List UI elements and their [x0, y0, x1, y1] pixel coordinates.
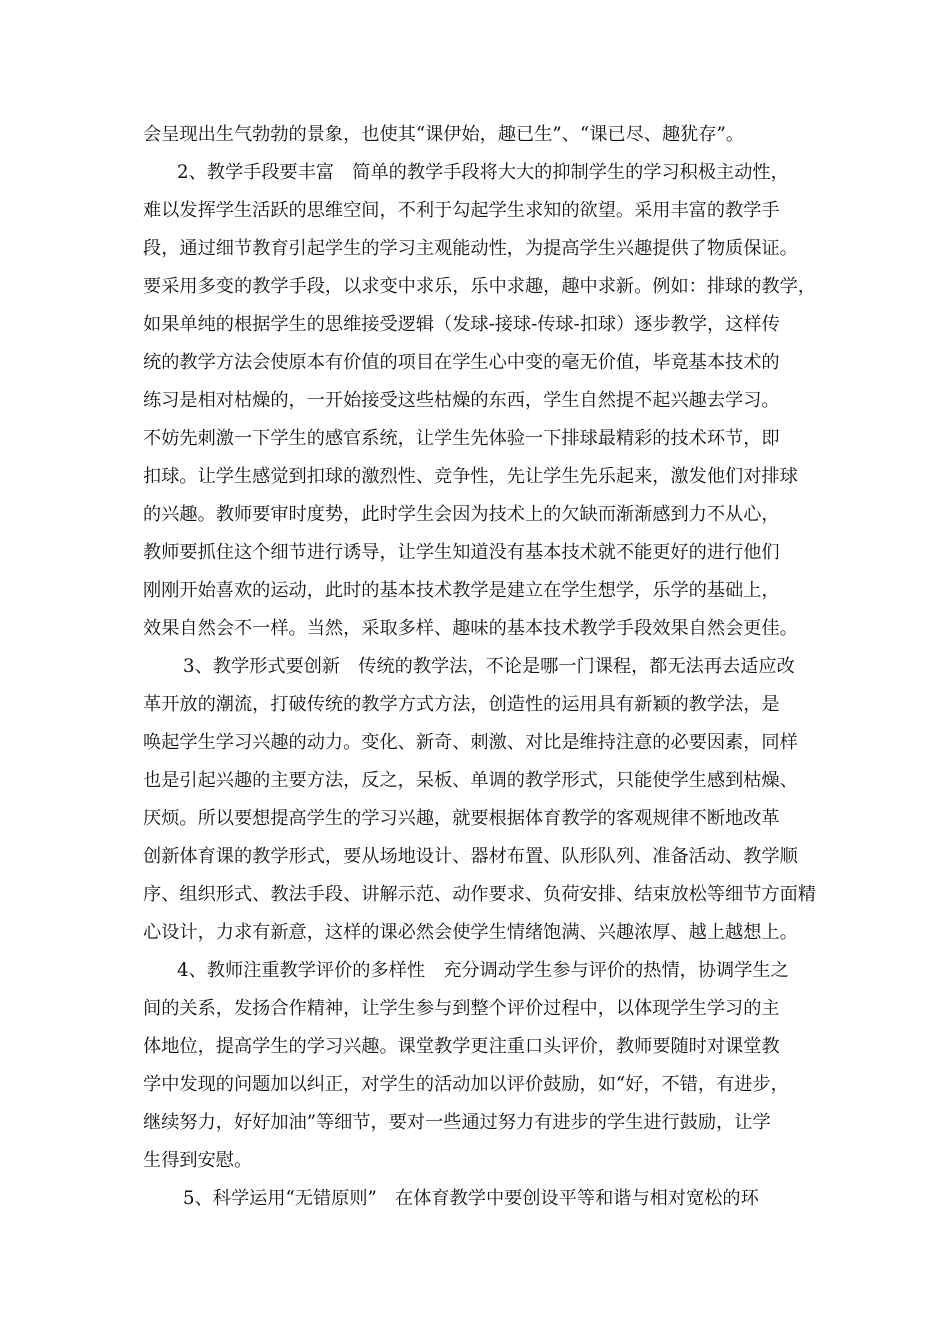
- text-line: 刚刚开始喜欢的运动，此时的基本技术教学是建立在学生想学，乐学的基础上，: [143, 580, 780, 601]
- text-line: 难以发挥学生活跃的思维空间，不利于勾起学生求知的欲望。采用丰富的教学手: [143, 200, 780, 221]
- text-line: 扣球。让学生感觉到扣球的激烈性、竞争性，先让学生先乐起来，激发他们对排球: [143, 466, 798, 487]
- text-line: 厌烦。所以要想提高学生的学习兴趣，就要根据体育教学的客观规律不断地改革: [143, 808, 780, 829]
- text-line: 练习是相对枯燥的，一开始接受这些枯燥的东西，学生自然提不起兴趣去学习。: [143, 390, 780, 411]
- text-line: 会呈现出生气勃勃的景象，也使其“课伊始，趣已生”、“课已尽、趣犹存”。: [143, 124, 745, 145]
- text-line: 继续努力，好好加油”等细节，要对一些通过努力有进步的学生进行鼓励，让学: [143, 1112, 771, 1133]
- paragraph-heading-line: 5、科学运用“无错原则” 在体育教学中要创设平等和谐与相对宽松的环: [183, 1188, 759, 1209]
- text-line: 创新体育课的教学形式，要从场地设计、器材布置、队形队列、准备活动、教学顺: [143, 846, 798, 867]
- text-line: 序、组织形式、教法手段、讲解示范、动作要求、负荷安排、结束放松等细节方面精: [143, 884, 816, 905]
- text-line: 心设计，力求有新意，这样的课必然会使学生情绪饱满、兴趣浓厚、越上越想上。: [143, 922, 798, 943]
- text-line: 效果自然会不一样。当然，采取多样、趣味的基本技术教学手段效果自然会更佳。: [143, 618, 798, 639]
- text-line: 统的教学方法会使原本有价值的项目在学生心中变的毫无价值，毕竟基本技术的: [143, 352, 780, 373]
- paragraph-heading-line: 2、教学手段要丰富 简单的教学手段将大大的抑制学生的学习积极主动性，: [177, 162, 789, 183]
- text-line: 体地位，提高学生的学习兴趣。课堂教学更注重口头评价，教师要随时对课堂教: [143, 1036, 780, 1057]
- text-line: 唤起学生学习兴趣的动力。变化、新奇、刺激、对比是维持注意的必要因素，同样: [143, 732, 798, 753]
- text-line: 要采用多变的教学手段，以求变中求乐，乐中求趣，趣中求新。例如：排球的教学，: [143, 276, 816, 297]
- text-line: 学中发现的问题加以纠正，对学生的活动加以评价鼓励，如“好，不错，有进步，: [143, 1074, 789, 1095]
- text-line: 革开放的潮流，打破传统的教学方式方法，创造性的运用具有新颖的教学法，是: [143, 694, 780, 715]
- paragraph-heading-line: 4、教师注重教学评价的多样性 充分调动学生参与评价的热情，协调学生之: [177, 960, 789, 981]
- text-line: 如果单纯的根据学生的思维接受逻辑（发球-接球-传球-扣球）逐步教学，这样传: [143, 314, 780, 335]
- text-line: 也是引起兴趣的主要方法，反之，呆板、单调的教学形式，只能使学生感到枯燥、: [143, 770, 798, 791]
- text-line: 的兴趣。教师要审时度势，此时学生会因为技术上的欠缺而渐渐感到力不从心，: [143, 504, 780, 525]
- paragraph-heading-line: 3、教学形式要创新 传统的教学法，不论是哪一门课程，都无法再去适应改: [183, 656, 795, 677]
- text-line: 不妨先刺激一下学生的感官系统，让学生先体验一下排球最精彩的技术环节，即: [143, 428, 780, 449]
- text-line: 教师要抓住这个细节进行诱导，让学生知道没有基本技术就不能更好的进行他们: [143, 542, 780, 563]
- body-text: [143, 116, 816, 1218]
- text-line: 间的关系，发扬合作精神，让学生参与到整个评价过程中，以体现学生学习的主: [143, 998, 780, 1019]
- text-line: 生得到安慰。: [143, 1150, 253, 1171]
- text-line: 段，通过细节教育引起学生的学习主观能动性，为提高学生兴趣提供了物质保证。: [143, 238, 798, 259]
